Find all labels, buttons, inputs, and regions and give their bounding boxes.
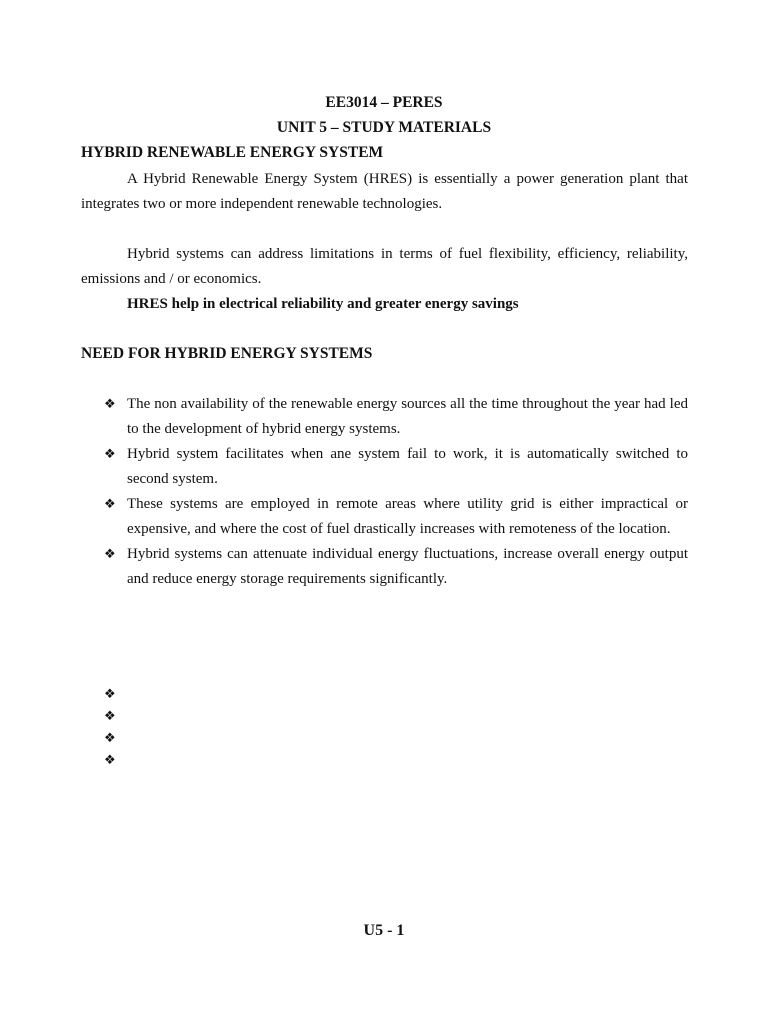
intro-paragraph: A Hybrid Renewable Energy System (HRES) is essentially a power generation plant that integrates two or more independent renewable technologies. xyxy=(81,171,688,212)
unit-title: UNIT 5 – STUDY MATERIALS xyxy=(276,119,492,136)
bullet-text: Hybrid system facilitates when ane system fail to work, it is automatically switched to second system. xyxy=(127,446,688,487)
diamond-bullet-icon: ❖ xyxy=(104,687,116,702)
diamond-bullet-icon: ❖ xyxy=(104,547,116,562)
bullet-text: Hybrid systems can attenuate individual energy fluctuations, increase overall energy output and reduce energy storage requirements significantly. xyxy=(127,546,688,587)
diamond-bullet-icon: ❖ xyxy=(104,753,116,768)
diamond-bullet-icon: ❖ xyxy=(104,397,116,412)
bold-statement: HRES help in electrical reliability and greater energy savings xyxy=(127,296,519,312)
diamond-bullet-icon: ❖ xyxy=(104,731,116,746)
need-heading: NEED FOR HYBRID ENERGY SYSTEMS xyxy=(81,345,373,362)
bullet-text: The non availability of the renewable energy sources all the time throughout the year had led to the development of hybrid energy systems. xyxy=(127,396,688,437)
page-number: U5 - 1 xyxy=(363,922,405,939)
course-code: EE3014 – PERES xyxy=(325,94,443,111)
list-item xyxy=(104,492,688,542)
diamond-bullet-icon: ❖ xyxy=(104,709,116,724)
list-item xyxy=(104,392,688,442)
list-item xyxy=(104,542,688,592)
diamond-bullet-icon: ❖ xyxy=(104,447,116,462)
section-title: HYBRID RENEWABLE ENERGY SYSTEM xyxy=(81,144,384,161)
second-paragraph: Hybrid systems can address limitations in terms of fuel flexibility, efficiency, reliability, emissions and / or economics. xyxy=(81,246,688,287)
diamond-bullet-icon: ❖ xyxy=(104,497,116,512)
need-bullet-list xyxy=(104,392,688,592)
list-item xyxy=(104,442,688,492)
empty-bullet-list xyxy=(104,684,116,772)
bullet-text: These systems are employed in remote areas where utility grid is either impractical or expensive, and where the cost of fuel drastically increases with remoteness of the location. xyxy=(127,496,688,537)
